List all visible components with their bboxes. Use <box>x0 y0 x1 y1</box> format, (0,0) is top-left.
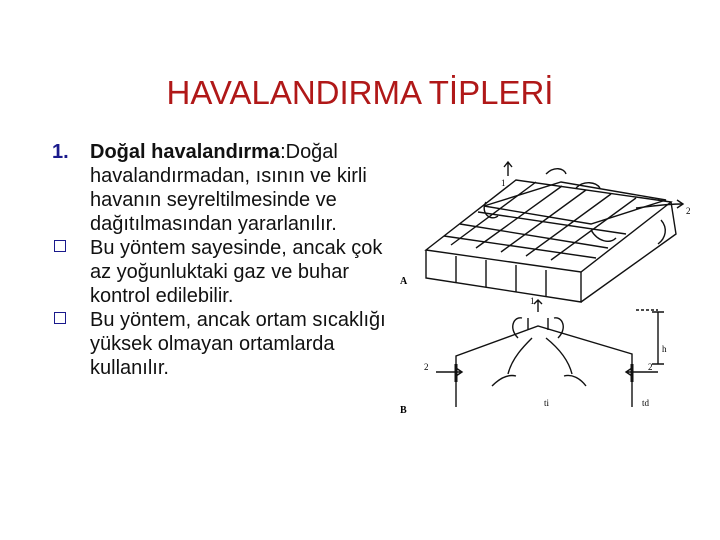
ventilation-diagram <box>396 160 706 425</box>
square-bullet-icon <box>54 312 66 324</box>
label-2-top: 2 <box>686 206 691 216</box>
list-item <box>48 308 392 380</box>
list-item <box>48 236 392 308</box>
label-ti: ti <box>544 398 550 408</box>
label-td: td <box>642 398 650 408</box>
label-2-left: 2 <box>424 362 429 372</box>
label-2-right: 2 <box>648 362 653 372</box>
square-bullet-icon <box>54 240 66 252</box>
item-term: Doğal havalandırma <box>90 141 281 163</box>
building-a-drawing <box>426 162 683 302</box>
building-b-drawing <box>436 300 664 407</box>
item-text: Bu yöntem sayesinde, ancak çok az yoğunluktaki gaz ve buhar kontrol edilebilir. <box>90 237 383 307</box>
list-item <box>48 140 392 236</box>
label-1-top: 1 <box>501 178 506 188</box>
label-1-bottom: 1 <box>530 296 535 306</box>
bullet-list <box>48 140 392 510</box>
label-h: h <box>662 344 667 354</box>
item-text: :Doğal havalandırmadan, ısının ve kirli havanın seyreltilmesinde ve dağıtılmasından yararlanılır. <box>90 141 367 235</box>
slide-title: HAVALANDIRMA TİPLERİ <box>166 74 554 111</box>
label-a: A <box>400 276 408 287</box>
label-b: B <box>400 405 407 416</box>
item-text: Bu yöntem, ancak ortam sıcaklığı yüksek olmayan ortamlarda kullanılır. <box>90 309 386 379</box>
item-number: 1. <box>52 141 69 163</box>
